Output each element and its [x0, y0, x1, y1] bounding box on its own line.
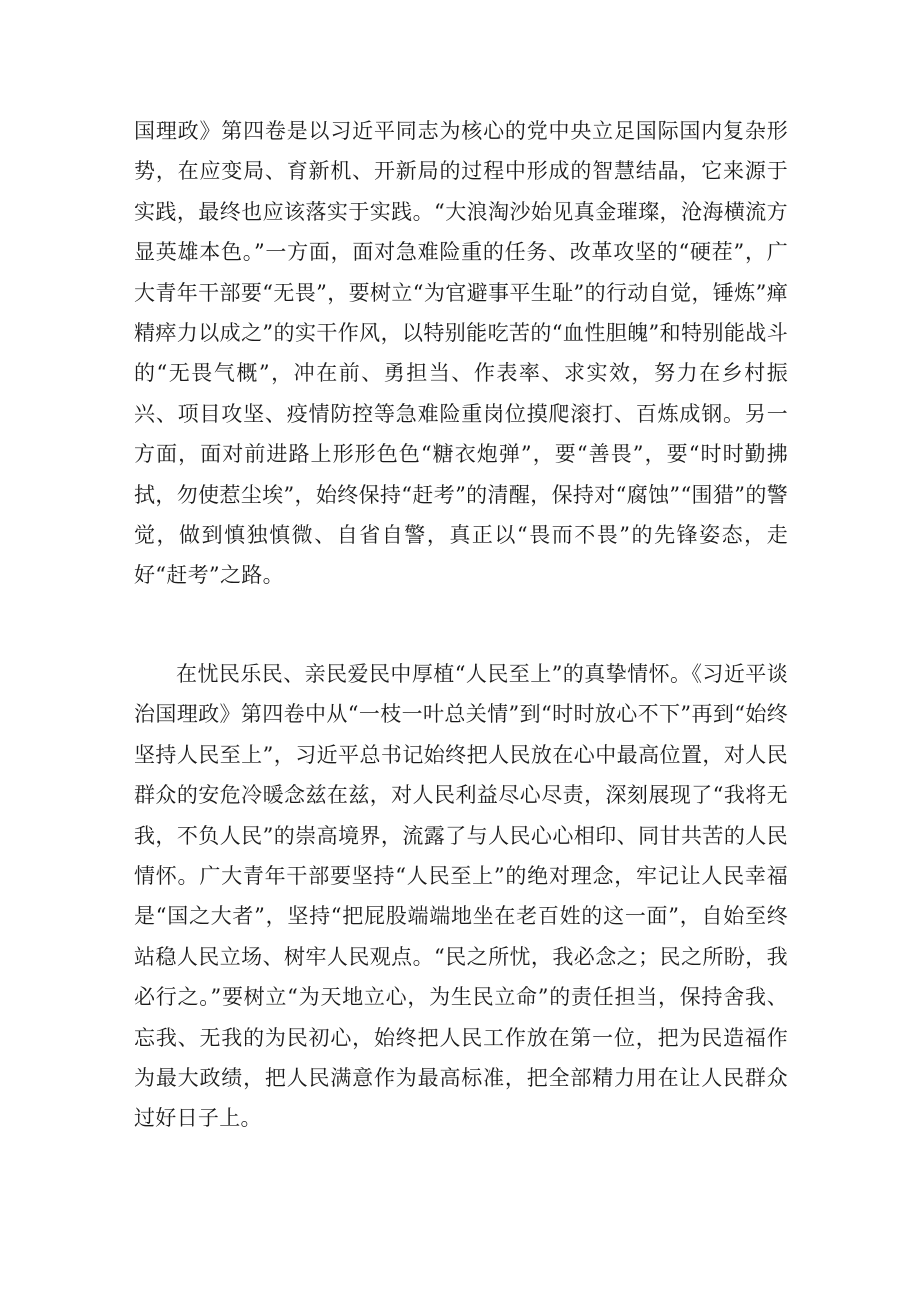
paragraph-1: 国理政》第四卷是以习近平同志为核心的党中央立足国际国内复杂形势，在应变局、育新机、开新局的过程中形成的智慧结晶，它来源于实践，最终也应该落实于实践。“大浪淘沙始见真金璀璨，沧海横流方显英雄本色。”一方面，面对急难险重的任务、改革攻坚的“硬茬”，广大青年干部要“无畏”，要树立“为官避事平生耻”的行动自觉，锤炼”瘅精瘁力以成之”的实干作风，以特别能吃苦的“血性胆魄”和特别能战斗的“无畏气概”，冲在前、勇担当、作表率、求实效，努力在乡村振兴、项目攻坚、疫情防控等急难险重岗位摸爬滚打、百炼成钢。另一方面，面对前进路上形形色色“糖衣炮弹”，要“善畏”，要“时时勤拂拭，勿使惹尘埃”，始终保持“赶考”的清醒，保持对“腐蚀”“围猎”的警觉，做到慎独慎微、自省自警，真正以“畏而不畏”的先锋姿态，走好“赶考”之路。: [134, 119, 788, 588]
paragraph-2: 在忧民乐民、亲民爱民中厚植“人民至上”的真挚情怀。《习近平谈治国理政》第四卷中从“一枝一叶总关情”到“时时放心不下”再到“始终坚持人民至上”，习近平总书记始终把人民放在心中最高位置，对人民群众的安危冷暖念兹在兹，对人民利益尽心尽责，深刻展现了“我将无我，不负人民”的崇高境界，流露了与人民心心相印、同甘共苦的人民情怀。广大青年干部要坚持“人民至上”的绝对理念，牢记让人民幸福是“国之大者”，坚持“把屁股端端地坐在老百姓的这一面”，自始至终站稳人民立场、树牢人民观点。“民之所忧，我必念之；民之所盼，我必行之。”要树立“为天地立心，为生民立命”的责任担当，保持舍我、忘我、无我的为民初心，始终把人民工作放在第一位，把为民造福作为最大政绩，把人民满意作为最高标准，把全部精力用在让人民群众过好日子上。: [134, 662, 788, 1131]
